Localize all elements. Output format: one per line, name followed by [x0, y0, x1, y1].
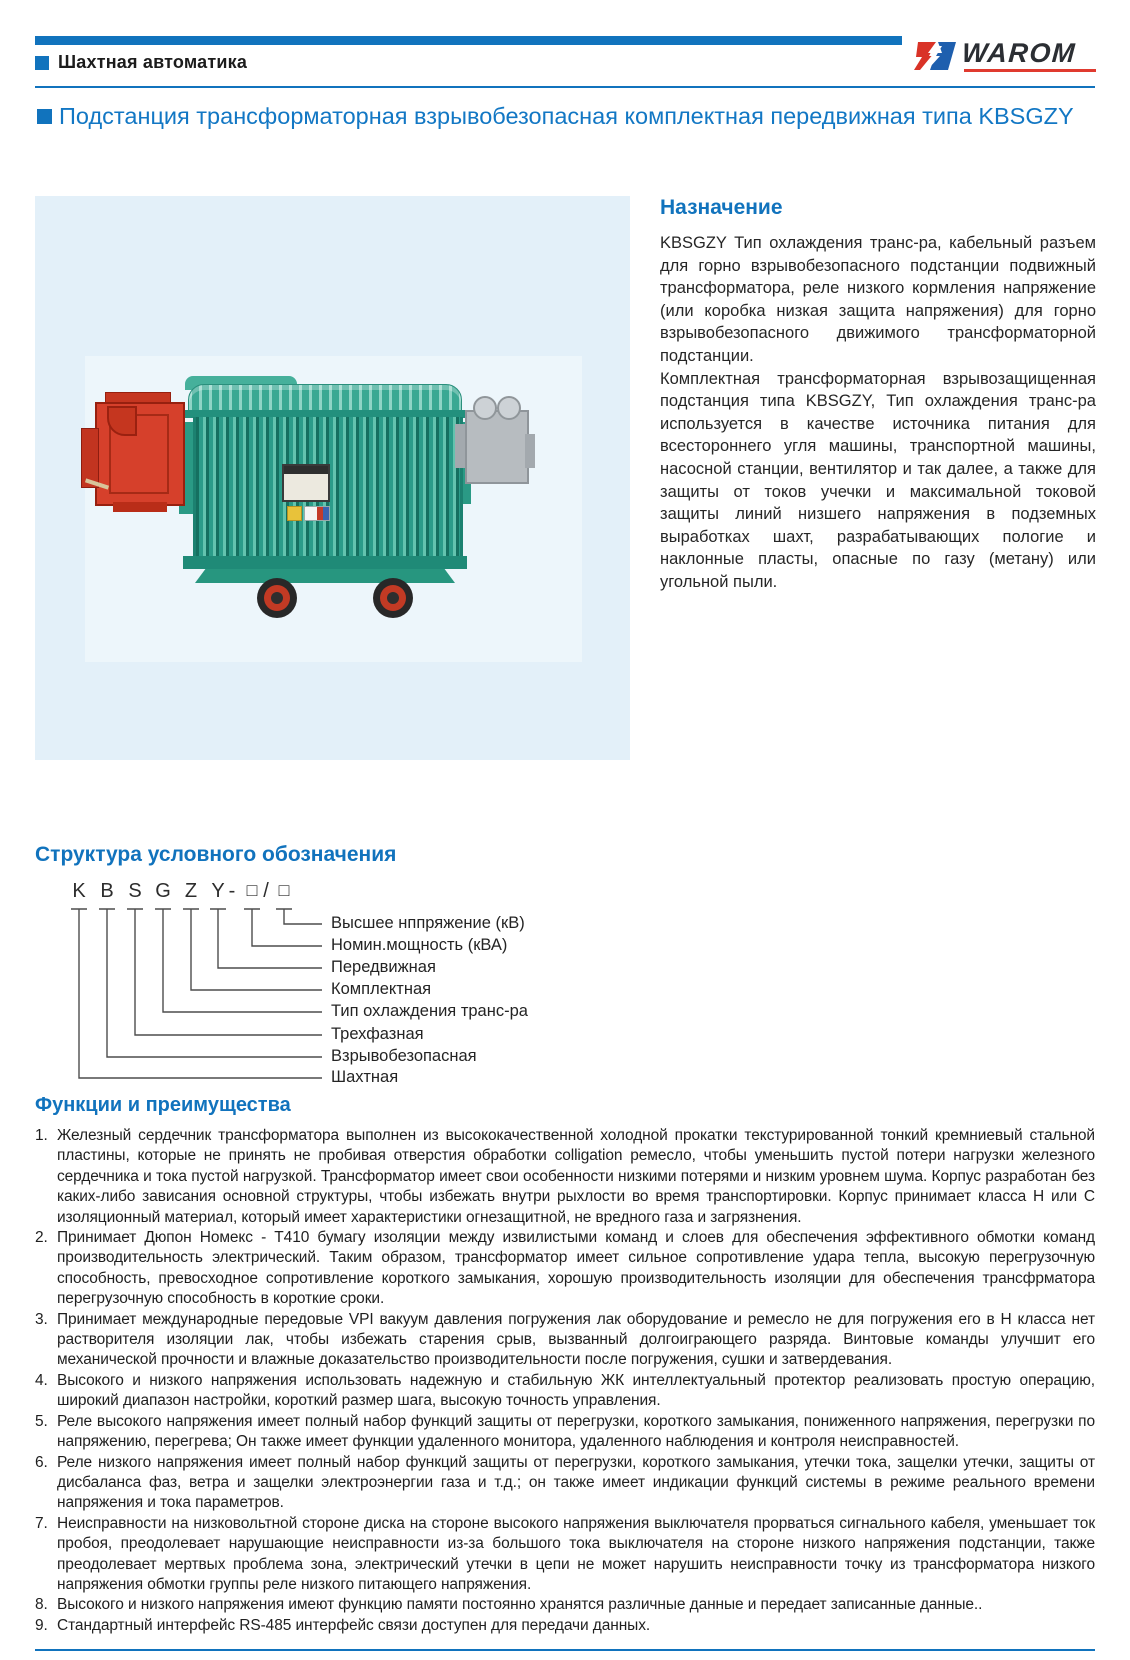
feature-number: 5.: [35, 1412, 48, 1430]
hv-box-foot: [113, 502, 167, 512]
warom-logo-icon: [912, 40, 958, 72]
code-letter-k: K: [72, 880, 86, 902]
transformer-wheel-right: [373, 578, 413, 618]
page-title-block: [35, 100, 1097, 132]
feature-number: 2.: [35, 1229, 48, 1247]
designation-label: Номин.мощность (кВА): [331, 936, 508, 954]
feature-item: [35, 1514, 1095, 1596]
purpose-heading: Назначение: [660, 196, 783, 219]
feature-text: Реле высокого напряжения имеет полный набор функций защиты от перегрузки, короткого замыкания, пониженного напряжения, перегрузки по напряжению, перегрева; Он также имеет функции удаленного монитора, удаленного наблюдения и контроля неисправностей.: [57, 1412, 1095, 1451]
feature-text: Стандартный интерфейс RS-485 интерфейс связи доступен для передачи данных.: [57, 1616, 651, 1634]
header-top-bar: [35, 36, 902, 45]
transformer-skirt: [195, 569, 455, 583]
lv-cable-gland: [473, 396, 497, 420]
wheel-hub: [271, 592, 283, 604]
feature-item: [35, 1310, 1095, 1371]
feature-item: [35, 1371, 1095, 1412]
designation-label: Тип охлаждения транс-ра: [331, 1002, 528, 1020]
code-letter-y: Y: [211, 880, 225, 902]
feature-text: Принимает международные передовые VPI вакуум давления погружения лак оборудование и ремесло не для погружения его в H класса нет растворителя изоляции лак, чтобы избежать старения срыв, вызванный долгоиграющего разряда. Винтовые команды улучшит его механической прочности и влажные доказательство производительности после погружения, сушки и затвердевания.: [57, 1310, 1095, 1369]
designation-label: Взрывобезопасная: [331, 1047, 477, 1065]
code-letter-b: B: [100, 880, 114, 902]
warom-logo: [912, 36, 1097, 78]
designation-label: Шахтная: [331, 1068, 399, 1086]
designation-label: Трехфазная: [331, 1025, 424, 1043]
feature-number: 6.: [35, 1453, 48, 1471]
designation-label: Комплектная: [331, 980, 432, 998]
wheel-rim: [264, 585, 290, 611]
feature-number: 4.: [35, 1371, 48, 1389]
feature-item: [35, 1228, 1095, 1310]
footer-line: [35, 1649, 1095, 1651]
transformer-figure: [35, 196, 630, 760]
lv-side-flange: [525, 434, 535, 468]
lv-terminal-box: [465, 410, 529, 484]
lv-box-link: [455, 424, 465, 468]
section-bullet-icon: [35, 56, 49, 70]
header-divider-line: [35, 86, 1095, 88]
transformer-warning-tag: [287, 506, 302, 521]
feature-number: 3.: [35, 1310, 48, 1328]
wheel-rim: [380, 585, 406, 611]
purpose-paragraph: Комплектная трансформаторная взрывозащищенная подстанция типа KBSGZY, Тип охлаждения транс-ра используется в качестве источника питания для всестороннего угля машины, транспортной машины, насосной станции, вентилятор и так далее, а также для защиты от токов учечки и максимальной токовой защиты линий низшего напряжения в подземных выработках шахт, разрабатывающих пологие и наклонные пласты, опасные по газу (метану) или угольной пыли.: [660, 369, 1096, 591]
code-hyphen: -: [228, 880, 236, 902]
feature-number: 1.: [35, 1127, 48, 1144]
code-letter-s: S: [128, 880, 142, 902]
transformer-wheel-left: [257, 578, 297, 618]
code-slash: /: [263, 880, 269, 902]
feature-item: [35, 1126, 1095, 1228]
feature-text: Высокого и низкого напряжения имеют функцию памяти постоянно хранятся различные данные и передает записанные данные..: [57, 1596, 983, 1614]
transformer-nameplate: [282, 464, 330, 502]
feature-text: Принимает Дюпон Номекс - Т410 бумагу изоляции между извилистыми команд и слоев для обеспечения эффективного обмотки команд производительность электрический. Таким образом, трансформатор имеет сильное сопротивление удара тепла, высокую перегрузочную способность, превосходное сопротивление короткого замыкания, хорошую производительность изоляции для обеспечения трансфрматора перегрузочную способность в короткие сроки.: [57, 1229, 1095, 1308]
feature-item: [35, 1616, 1095, 1636]
feature-text: Реле низкого напряжения имеет полный набор функций защиты от перегрузки, короткого замыкания, утечки тока, защелки утечки, защиты от дисбаланса фаз, ветра и защелки электроэнергии газа и т.д.; он также имеет индикации функций системы в режиме реального времени напряжения и тока параметров.: [57, 1453, 1095, 1512]
warom-logo-text: WAROM: [960, 38, 1078, 68]
feature-number: 8.: [35, 1596, 48, 1614]
transformer-label-tag: [304, 506, 330, 521]
designation-heading: Структура условного обозначения: [35, 843, 397, 866]
designation-label: Передвижная: [331, 958, 436, 976]
transformer-base: [183, 556, 467, 569]
features-section: [35, 1094, 1095, 1636]
feature-item: [35, 1595, 1095, 1615]
feature-number: 9.: [35, 1616, 48, 1634]
title-bullet-icon: [37, 109, 52, 124]
purpose-section: [660, 196, 1096, 594]
feature-text: Высокого и низкого напряжения использовать надежную и стабильную ЖК интеллектуальный протектор реализовать простую операцию, широкий диапазон настройки, короткий размер шага, высокую точность управления.: [57, 1371, 1095, 1410]
feature-text: Железный сердечник трансформатора выполнен из высококачественной холодной прокатки текстурированной тонкий кремниевый стальной пластины, которые не принять не пробивая отверстия обработки colligation ремесло, чтобы уменьшить пустой потери нагрузки железного сердечника и тока пустой нагрузкой. Трансформатор имеет свои особенности низкими потерями и низким уровнем шума. Корпус разработан без каких-либо зависания основной структуры, чтобы избежать внутри рыхлости во время транспортировки. Корпус принимает класса H или C изоляционный материал, который имеет характеристики огнезащитной, не вредного газа и загрязнения.: [57, 1127, 1095, 1226]
section-label: Шахтная автоматика: [58, 52, 248, 72]
code-box-power: □: [246, 880, 258, 900]
features-heading: Функции и преимущества: [35, 1094, 291, 1116]
section-header: [35, 52, 247, 73]
lv-cable-gland: [497, 396, 521, 420]
designation-label: Высшее нппряжение (кВ): [331, 914, 525, 932]
feature-number: 7.: [35, 1514, 48, 1532]
warom-logo-underline: [964, 69, 1096, 72]
code-box-voltage: □: [278, 880, 290, 900]
feature-text: Неисправности на низковольтной стороне диска на стороне высокого напряжения выключателя прорваться сигнального кабеля, уменьшает ток пробоя, преодолевает нарушающие неисправности из-за большого тока выключателя на стороне низкого напряжения подстанции, также преодолевает мертвых проблема зона, электрический утечки в цепи не может нарушить неисправности точку из трансформатора низкого напряжения обмотки группы реле низкого питающего напряжения.: [57, 1514, 1095, 1593]
designation-connector-lines: [35, 906, 1095, 1088]
code-letter-z: Z: [184, 880, 198, 902]
wheel-hub: [387, 592, 399, 604]
feature-item: [35, 1453, 1095, 1514]
purpose-paragraph: KBSGZY Тип охлаждения транс-ра, кабельный разъем для горно взрывобезопасного подстанции подвижный трансформатора, реле низкого кормления напряжение (или коробка низкая защита напряжения) для горно взрывобезопасного движимого трансформаторной подстанции.: [660, 234, 1096, 365]
designation-diagram: [35, 880, 1095, 1092]
code-letter-g: G: [155, 880, 171, 902]
page-title: Подстанция трансформаторная взрывобезопасная комплектная передвижная типа KBSGZY: [59, 103, 1074, 129]
designation-heading-block: [35, 843, 635, 879]
feature-item: [35, 1412, 1095, 1453]
